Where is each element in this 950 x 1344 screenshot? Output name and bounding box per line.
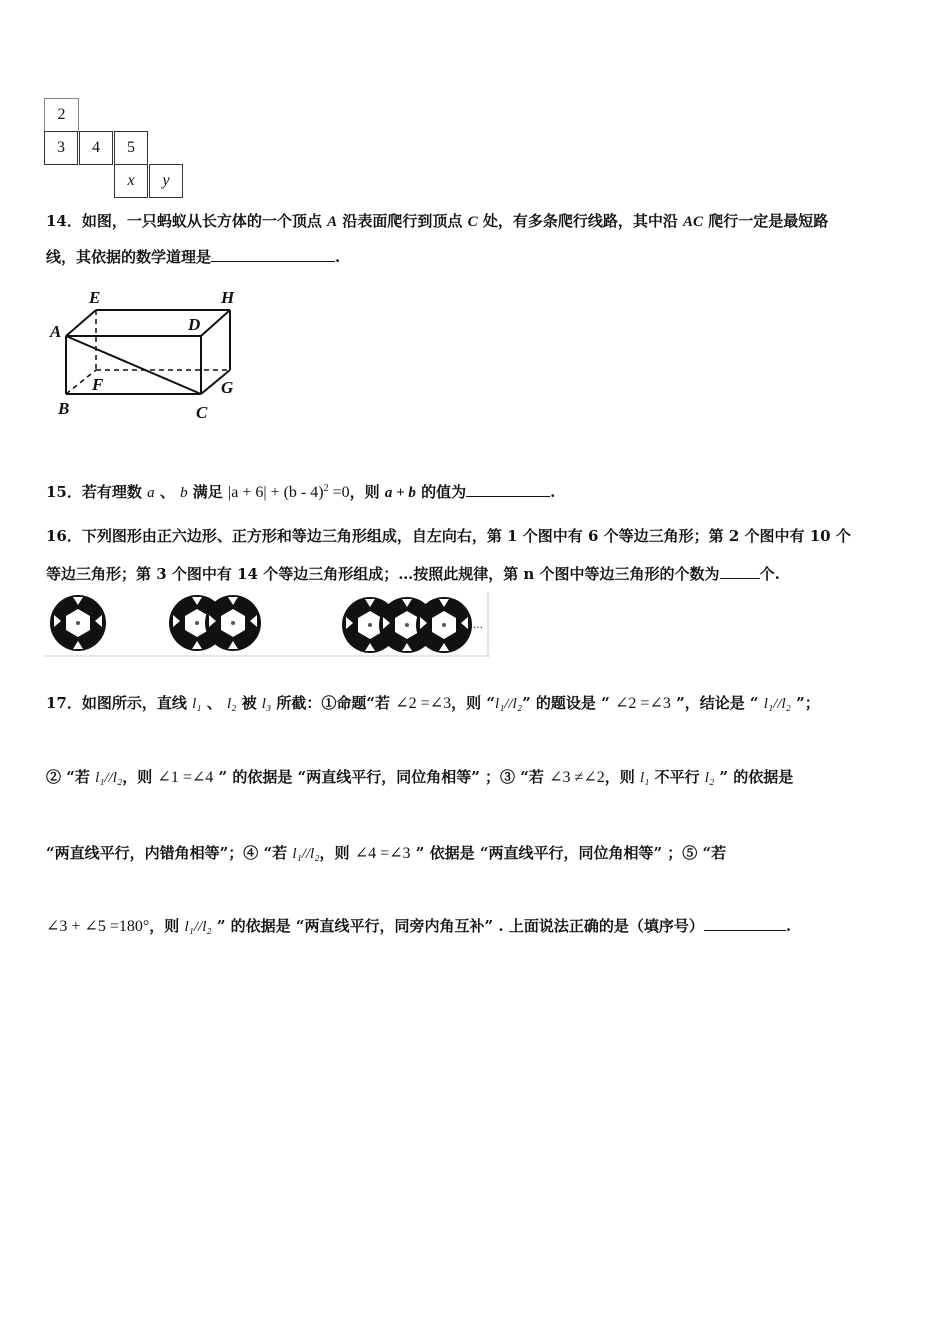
question-17-line-1: 17．如图所示，直线 l₁ 、 l₂ 被 l₃ 所截：①命题“若 ∠2 =∠3，则 “l₁//l₂” 的题设是 “ ∠2 =∠3 ”，结论是 “ l₁//l₂ ”； xyxy=(46,694,820,712)
question-15: 15．若有理数 a 、 b 满足 |a + 6| + (b - 4)$^2$ =0，则 a + b 的值为 . xyxy=(46,483,556,501)
vertex-label: F xyxy=(92,375,104,394)
vertex-label: G xyxy=(221,378,234,397)
vertex-label: C xyxy=(196,403,208,422)
answer-blank[interactable] xyxy=(211,247,335,262)
question-16-line-2: 等边三角形；第 3 个图中有 14 个等边三角形组成；…按照此规律，第 n 个图中等边三角形的个数为 个. xyxy=(46,565,780,583)
answer-blank[interactable] xyxy=(466,482,550,497)
vertex-label: B xyxy=(58,399,70,418)
vertex-label: H xyxy=(221,288,235,307)
cuboid-figure xyxy=(44,284,254,424)
question-16-line-1: 16．下列图形由正六边形、正方形和等边三角形组成，自左向右，第 1 个图中有 6 个等边三角形；第 2 个图中有 10 个 xyxy=(46,527,851,545)
ellipsis: … xyxy=(473,620,483,631)
vertex-label: D xyxy=(188,315,201,334)
question-17-line-4: ∠3 + ∠5 =180°，则 l₁//l₂ ” 的依据是 “两直线平行，同旁内角互补” . 上面说法正确的是（填序号） . xyxy=(46,917,792,935)
question-17-line-2: ② “若 l₁//l₂，则 ∠1 =∠4 ” 的依据是 “两直线平行，同位角相等” ；③ “若 ∠3 ≠∠2，则 l₁ 不平行 l₂ ” 的依据是 xyxy=(46,768,794,786)
figure-1 xyxy=(50,595,106,651)
net-cell: x xyxy=(114,164,148,198)
answer-blank[interactable] xyxy=(720,564,760,579)
cube-net-figure xyxy=(44,98,189,198)
net-cell: 3 xyxy=(44,131,78,165)
question-14-line-1: 14．如图，一只蚂蚁从长方体的一个顶点 A 沿表面爬行到顶点 C 处，有多条爬行线路，其中沿 AC 爬行一定是最短路 xyxy=(46,212,829,230)
net-cell: 4 xyxy=(79,131,113,165)
question-14-line-2: 线，其依据的数学道理是 . xyxy=(46,248,341,266)
vertex-label: E xyxy=(89,288,101,307)
net-cell: 5 xyxy=(114,131,148,165)
question-17-line-3: “两直线平行，内错角相等”；④ “若 l₁//l₂，则 ∠4 =∠3 ” 依据是 “两直线平行，同位角相等” ；⑤ “若 xyxy=(46,844,727,862)
figure-3 xyxy=(342,597,472,653)
vertex-label: A xyxy=(50,322,62,341)
answer-blank[interactable] xyxy=(704,916,786,931)
net-cell: 2 xyxy=(44,98,79,132)
net-cell: y xyxy=(149,164,183,198)
figure-2 xyxy=(169,595,261,651)
hexagon-pattern-figure xyxy=(44,590,494,658)
